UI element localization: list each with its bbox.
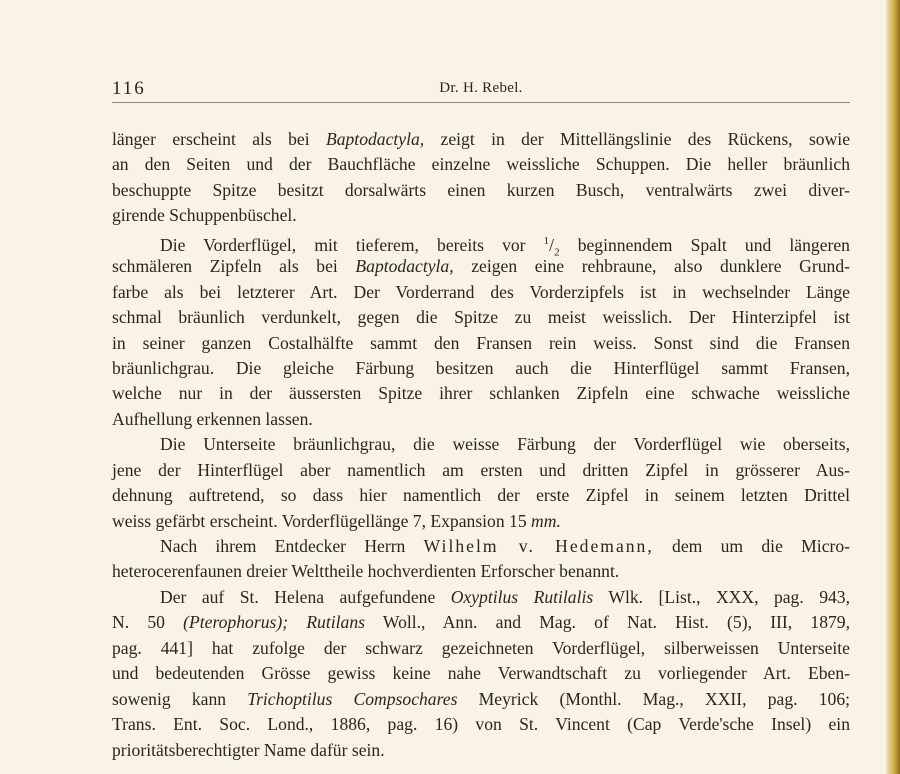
text-line: N. 50 (Pterophorus); Rutilans Woll., Ann. and Mag. of Nat. Hist. (5), III, 1879, <box>112 612 850 633</box>
text-line: Aufhellung erkennen lassen. <box>112 408 313 429</box>
text-line: beschuppte Spitze besitzt dorsalwärts einen kurzen Busch, ventralwärts zwei diver- <box>112 179 850 200</box>
text-line: weiss gefärbt erscheint. Vorderflügellänge 7, Expansion 15 mm. <box>112 510 561 531</box>
page-number: 116 <box>112 78 146 99</box>
text-line: dehnung auftretend, so dass hier namentlich der erste Zipfel in seinem letzten Drittel <box>112 485 850 506</box>
page-edge <box>886 0 900 774</box>
text-line: länger erscheint als bei Baptodactyla, zeigt in der Mittellängslinie des Rückens, sowie <box>112 129 850 149</box>
running-head: Dr. H. Rebel. <box>439 80 523 96</box>
text-line: sowenig kann Trichoptilus Compsochares Meyrick (Monthl. Mag., XXII, pag. 106; <box>112 688 851 709</box>
text-line: bräunlichgrau. Die gleiche Färbung besitzen auch die Hinterflügel sammt Fransen, <box>112 357 850 378</box>
text-line: und bedeutenden Grösse gewiss keine nahe Verwandtschaft zu vorliegender Art. Eben- <box>112 663 850 684</box>
text-line: an den Seiten und der Bauchfläche einzelne weissliche Schuppen. Die heller bräunlich <box>112 154 850 175</box>
header-rule <box>112 102 850 103</box>
text-line: welche nur in der äussersten Spitze ihrer schlanken Zipfeln eine schwache weissliche <box>112 383 850 404</box>
text-line: farbe als bei letzterer Art. Der Vorderrand des Vorderzipfels ist in wechselnder Länge <box>112 281 850 302</box>
text-line: schmal bräunlich verdunkelt, gegen die Spitze zu meist weisslich. Der Hinterzipfel ist <box>112 307 850 328</box>
text-line: Trans. Ent. Soc. Lond., 1886, pag. 16) von St. Vincent (Cap Verde'sche Insel) ein <box>112 714 850 735</box>
text-line: prioritätsberechtigter Name dafür sein. <box>112 739 385 760</box>
text-line: Die Unterseite bräunlichgrau, die weisse Färbung der Vorderflügel wie oberseits, <box>160 434 850 455</box>
text-line: heterocerenfaunen dreier Welttheile hochverdienten Erforscher benannt. <box>112 561 620 582</box>
text-line: pag. 441] hat zufolge der schwarz gezeichneten Vorderflügel, silberweissen Unterseite <box>112 637 850 658</box>
page-header <box>112 78 850 102</box>
body-text <box>112 127 850 763</box>
text-line: Der auf St. Helena aufgefundene Oxyptilus Rutilalis Wlk. [List., XXX, pag. 943, <box>160 586 850 607</box>
text-line: schmäleren Zipfeln als bei Baptodactyla, zeigen eine rehbraune, also dunklere Grund- <box>112 256 850 277</box>
text-line: in seiner ganzen Costalhälfte sammt den Fransen rein weiss. Sonst sind die Fransen <box>112 332 850 353</box>
text-line: Nach ihrem Entdecker Herrn Wilhelm v. Hedemann, dem um die Micro- <box>160 536 851 556</box>
text-line: Die Vorderflügel, mit tieferem, bereits vor $^1/_2$ beginnendem Spalt und längeren <box>160 234 850 259</box>
text-line: girende Schuppenbüschel. <box>112 205 297 226</box>
text-line: jene der Hinterflügel aber namentlich am ersten und dritten Zipfel in grösserer Aus- <box>112 459 850 480</box>
